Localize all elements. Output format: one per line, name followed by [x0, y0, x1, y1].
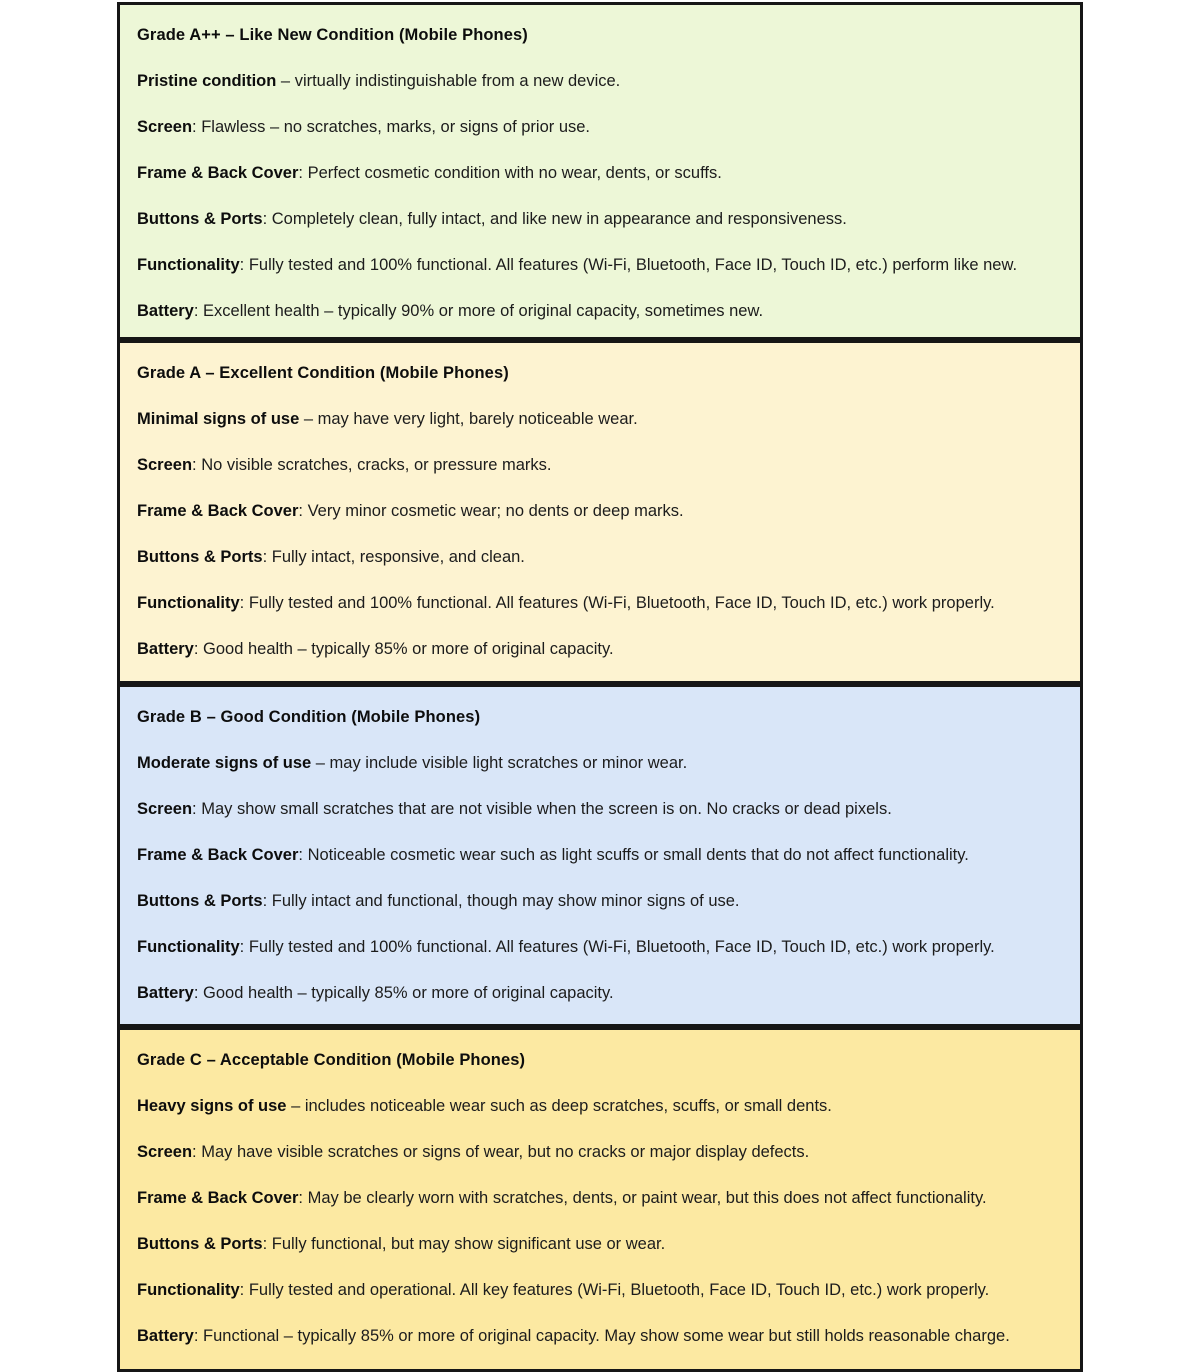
- spec-text: : Fully tested and 100% functional. All features (Wi-Fi, Bluetooth, Face ID, Touch ID, etc.) work properly.: [239, 594, 995, 612]
- spec-text: : Fully tested and operational. All key features (Wi-Fi, Bluetooth, Face ID, Touch ID, etc.) work properly.: [239, 1281, 990, 1299]
- spec-label: Heavy signs of use: [137, 1097, 287, 1115]
- spec-text: – may include visible light scratches or minor wear.: [311, 754, 688, 772]
- spec-row: [137, 1083, 1063, 1129]
- spec-row: [137, 242, 1063, 288]
- spec-text: : Fully functional, but may show significant use or wear.: [262, 1235, 666, 1253]
- spec-row: [137, 924, 1063, 970]
- spec-text: : Flawless – no scratches, marks, or signs of prior use.: [192, 118, 591, 136]
- spec-label: Frame & Back Cover: [137, 1189, 299, 1207]
- spec-label: Battery: [137, 302, 194, 320]
- spec-label: Buttons & Ports: [137, 548, 263, 566]
- spec-text: : Fully tested and 100% functional. All features (Wi-Fi, Bluetooth, Face ID, Touch ID, etc.) work properly.: [239, 938, 995, 956]
- spec-text: : No visible scratches, cracks, or pressure marks.: [192, 456, 552, 474]
- spec-label: Screen: [137, 456, 193, 474]
- spec-label: Moderate signs of use: [137, 754, 312, 772]
- spec-row: [137, 878, 1063, 924]
- spec-label: Buttons & Ports: [137, 210, 263, 228]
- spec-text: – may have very light, barely noticeable wear.: [299, 410, 638, 428]
- spec-row: [137, 488, 1063, 534]
- spec-label: Frame & Back Cover: [137, 846, 299, 864]
- spec-row: [137, 740, 1063, 786]
- spec-text: : Functional – typically 85% or more of original capacity. May show some wear but still holds reasonable charge.: [193, 1327, 1010, 1345]
- spec-text: – includes noticeable wear such as deep scratches, scuffs, or small dents.: [286, 1097, 832, 1115]
- spec-row: [137, 104, 1063, 150]
- spec-label: Screen: [137, 1143, 193, 1161]
- spec-row: [137, 832, 1063, 878]
- spec-text: : Noticeable cosmetic wear such as light scuffs or small dents that do not affect functionality.: [298, 846, 969, 864]
- spec-text: – virtually indistinguishable from a new device.: [276, 72, 621, 90]
- spec-row: [137, 150, 1063, 196]
- grade-a-plus-plus-panel: [117, 2, 1083, 340]
- panel-title: Grade A – Excellent Condition (Mobile Phones): [137, 364, 509, 382]
- spec-text: : Good health – typically 85% or more of original capacity.: [193, 984, 614, 1002]
- spec-row: [137, 626, 1063, 672]
- panel-title: Grade B – Good Condition (Mobile Phones): [137, 708, 481, 726]
- spec-text: : Very minor cosmetic wear; no dents or deep marks.: [298, 502, 684, 520]
- panel-title: Grade A++ – Like New Condition (Mobile Phones): [137, 26, 528, 44]
- grade-c-panel: [117, 1027, 1083, 1372]
- spec-row: [137, 1313, 1063, 1359]
- spec-row: [137, 396, 1063, 442]
- spec-row: [137, 786, 1063, 832]
- spec-label: Battery: [137, 984, 194, 1002]
- spec-row: [137, 1267, 1063, 1313]
- spec-label: Minimal signs of use: [137, 410, 300, 428]
- spec-text: : May show small scratches that are not visible when the screen is on. No cracks or dead pixels.: [192, 800, 892, 818]
- spec-label: Screen: [137, 118, 193, 136]
- spec-row: [137, 534, 1063, 580]
- spec-text: : Perfect cosmetic condition with no wear, dents, or scuffs.: [298, 164, 722, 182]
- spec-text: : May have visible scratches or signs of wear, but no cracks or major display defects.: [192, 1143, 810, 1161]
- spec-text: : Fully intact, responsive, and clean.: [262, 548, 525, 566]
- spec-row: [137, 580, 1063, 626]
- spec-label: Screen: [137, 800, 193, 818]
- spec-label: Pristine condition: [137, 72, 277, 90]
- spec-text: : Excellent health – typically 90% or more of original capacity, sometimes new.: [193, 302, 764, 320]
- spec-row: [137, 1129, 1063, 1175]
- spec-row: [137, 58, 1063, 104]
- spec-text: : Fully intact and functional, though may show minor signs of use.: [262, 892, 740, 910]
- spec-label: Functionality: [137, 594, 240, 612]
- grade-b-panel: [117, 684, 1083, 1027]
- spec-label: Functionality: [137, 1281, 240, 1299]
- spec-text: : Fully tested and 100% functional. All features (Wi-Fi, Bluetooth, Face ID, Touch ID, etc.) perform like new.: [239, 256, 1018, 274]
- grade-a-panel: [117, 340, 1083, 684]
- spec-row: [137, 196, 1063, 242]
- spec-text: : May be clearly worn with scratches, dents, or paint wear, but this does not affect functionality.: [298, 1189, 987, 1207]
- spec-text: : Good health – typically 85% or more of original capacity.: [193, 640, 614, 658]
- spec-label: Battery: [137, 640, 194, 658]
- spec-label: Buttons & Ports: [137, 1235, 263, 1253]
- spec-label: Battery: [137, 1327, 194, 1345]
- spec-label: Functionality: [137, 938, 240, 956]
- spec-label: Frame & Back Cover: [137, 502, 299, 520]
- spec-label: Functionality: [137, 256, 240, 274]
- spec-text: : Completely clean, fully intact, and like new in appearance and responsiveness.: [262, 210, 847, 228]
- spec-label: Frame & Back Cover: [137, 164, 299, 182]
- spec-row: [137, 288, 1063, 334]
- spec-row: [137, 1175, 1063, 1221]
- spec-row: [137, 1221, 1063, 1267]
- spec-row: [137, 970, 1063, 1016]
- panel-title: Grade C – Acceptable Condition (Mobile Phones): [137, 1051, 526, 1069]
- spec-row: [137, 442, 1063, 488]
- spec-label: Buttons & Ports: [137, 892, 263, 910]
